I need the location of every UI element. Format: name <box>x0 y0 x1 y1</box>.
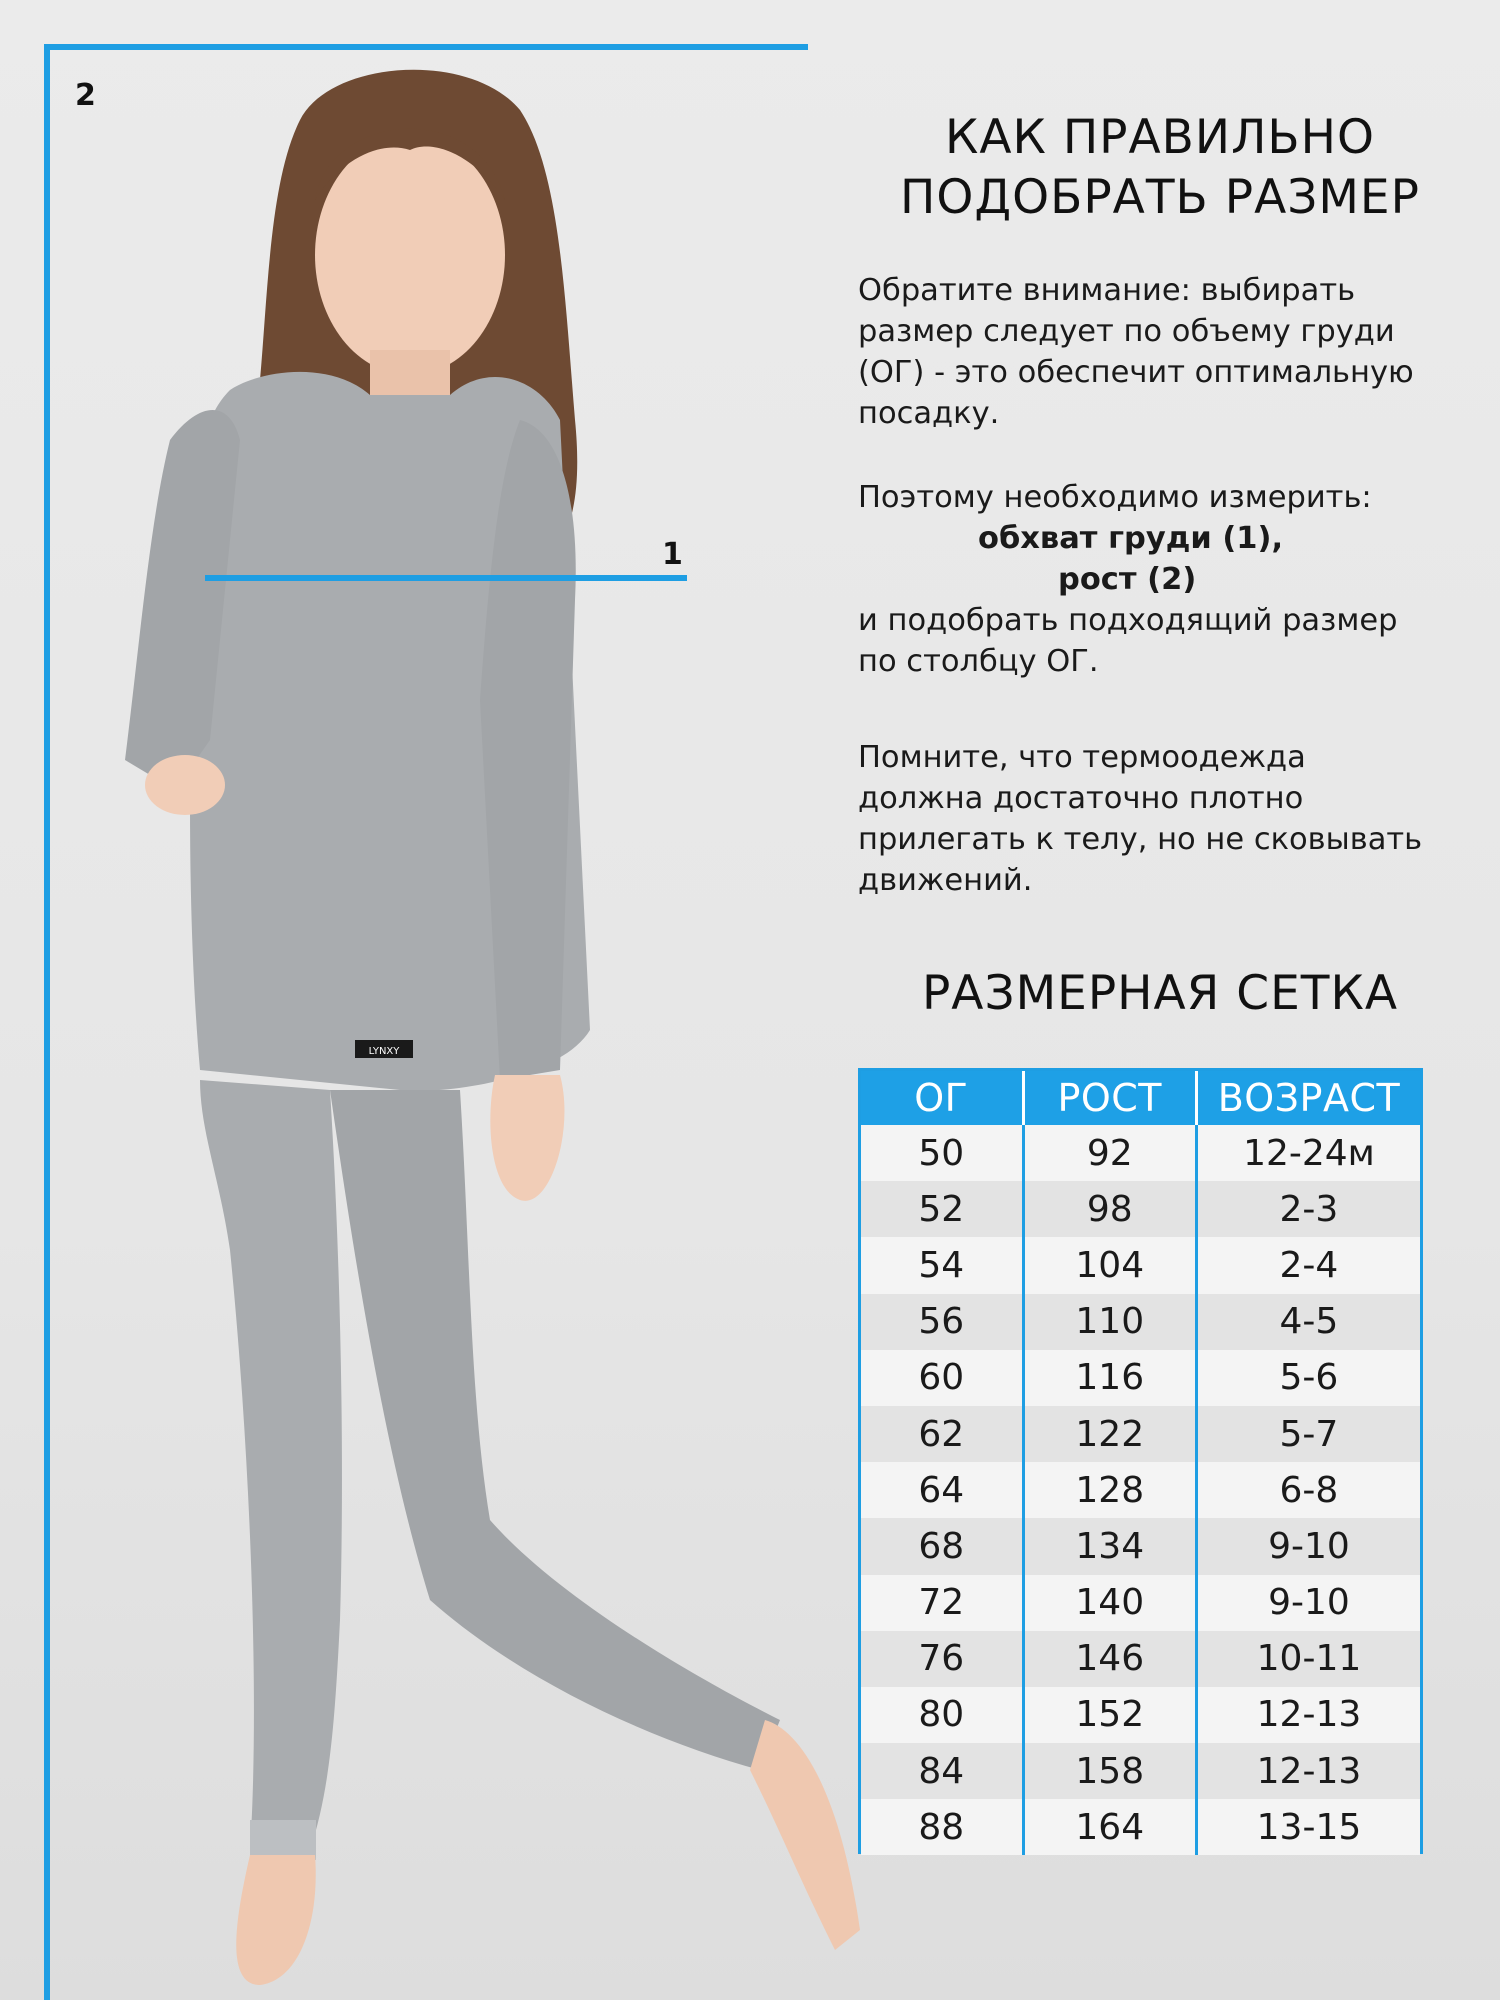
size-chart-table <box>858 1068 1423 1854</box>
page-title <box>820 108 1500 228</box>
table-row <box>861 1687 1420 1743</box>
age-cell: 10-11 <box>1196 1631 1420 1687</box>
table-row <box>861 1799 1420 1855</box>
model-leg-left <box>200 1080 342 1850</box>
height-line-vertical <box>44 44 50 2000</box>
chest-cell: 52 <box>861 1181 1023 1237</box>
height-line-top <box>44 44 808 50</box>
column-header-chest: ОГ <box>861 1071 1023 1125</box>
age-cell: 5-7 <box>1196 1406 1420 1462</box>
intro-line-4: посадку. <box>858 396 1000 431</box>
age-cell: 4-5 <box>1196 1294 1420 1350</box>
height-cell: 122 <box>1023 1406 1196 1462</box>
age-cell: 9-10 <box>1196 1518 1420 1574</box>
chest-line <box>205 575 687 581</box>
chest-cell: 60 <box>861 1350 1023 1406</box>
height-cell: 110 <box>1023 1294 1196 1350</box>
height-marker: 2 <box>75 78 96 113</box>
title-line-2: ПОДОБРАТЬ РАЗМЕР <box>900 170 1420 225</box>
size-chart-header-row <box>861 1071 1420 1125</box>
age-cell: 9-10 <box>1196 1575 1420 1631</box>
measure-line-4: и подобрать подходящий размер <box>858 603 1398 638</box>
model-foot-right <box>750 1720 860 1950</box>
chest-cell: 68 <box>861 1518 1023 1574</box>
age-cell: 13-15 <box>1196 1799 1420 1855</box>
chest-cell: 84 <box>861 1743 1023 1799</box>
chest-cell: 56 <box>861 1294 1023 1350</box>
chest-cell: 76 <box>861 1631 1023 1687</box>
intro-paragraph <box>858 270 1468 434</box>
table-row <box>861 1406 1420 1462</box>
height-cell: 128 <box>1023 1462 1196 1518</box>
table-row <box>861 1294 1420 1350</box>
chest-cell: 72 <box>861 1575 1023 1631</box>
age-cell: 12-13 <box>1196 1743 1420 1799</box>
fit-note-paragraph <box>858 737 1468 901</box>
measure-line-1: Поэтому необходимо измерить: <box>858 480 1372 515</box>
chest-cell: 50 <box>861 1125 1023 1181</box>
chest-cell: 54 <box>861 1237 1023 1293</box>
chest-cell: 64 <box>861 1462 1023 1518</box>
size-chart-heading: РАЗМЕРНАЯ СЕТКА <box>921 966 1399 1021</box>
height-cell: 116 <box>1023 1350 1196 1406</box>
age-cell: 2-4 <box>1196 1237 1420 1293</box>
intro-line-3: (ОГ) - это обеспечит оптимальную <box>858 355 1414 390</box>
height-cell: 98 <box>1023 1181 1196 1237</box>
height-cell: 164 <box>1023 1799 1196 1855</box>
table-row <box>861 1743 1420 1799</box>
garment-logo: LYNXY <box>368 1046 400 1057</box>
chest-cell: 62 <box>861 1406 1023 1462</box>
fit-note-line-3: прилегать к телу, но не сковывать <box>858 822 1423 857</box>
age-cell: 5-6 <box>1196 1350 1420 1406</box>
table-row <box>861 1237 1420 1293</box>
intro-line-1: Обратите внимание: выбирать <box>858 273 1356 308</box>
age-cell: 12-24м <box>1196 1125 1420 1181</box>
table-row <box>861 1181 1420 1237</box>
column-header-age: ВОЗРАСТ <box>1196 1071 1420 1125</box>
table-row <box>861 1518 1420 1574</box>
height-cell: 134 <box>1023 1518 1196 1574</box>
age-cell: 6-8 <box>1196 1462 1420 1518</box>
height-cell: 92 <box>1023 1125 1196 1181</box>
measure-line-5: по столбцу ОГ. <box>858 644 1099 679</box>
table-row <box>861 1631 1420 1687</box>
chest-cell: 88 <box>861 1799 1023 1855</box>
fit-note-line-4: движений. <box>858 863 1033 898</box>
fit-note-line-1: Помните, что термоодежда <box>858 740 1306 775</box>
measure-paragraph <box>858 477 1468 682</box>
height-cell: 146 <box>1023 1631 1196 1687</box>
age-cell: 12-13 <box>1196 1687 1420 1743</box>
title-line-1: КАК ПРАВИЛЬНО <box>945 110 1375 165</box>
measure-height: рост (2) <box>1058 562 1197 597</box>
model-foot-left <box>236 1855 316 1985</box>
table-row <box>861 1125 1420 1181</box>
height-cell: 152 <box>1023 1687 1196 1743</box>
table-row <box>861 1462 1420 1518</box>
table-row <box>861 1350 1420 1406</box>
height-cell: 140 <box>1023 1575 1196 1631</box>
age-cell: 2-3 <box>1196 1181 1420 1237</box>
model-face <box>315 135 505 375</box>
column-header-height: РОСТ <box>1023 1071 1196 1125</box>
chest-cell: 80 <box>861 1687 1023 1743</box>
intro-line-2: размер следует по объему груди <box>858 314 1395 349</box>
measure-chest: обхват груди (1), <box>978 521 1284 556</box>
model-leg-right <box>330 1090 780 1770</box>
height-cell: 104 <box>1023 1237 1196 1293</box>
fit-note-line-2: должна достаточно плотно <box>858 781 1304 816</box>
chest-marker: 1 <box>662 537 683 572</box>
height-cell: 158 <box>1023 1743 1196 1799</box>
table-row <box>861 1575 1420 1631</box>
